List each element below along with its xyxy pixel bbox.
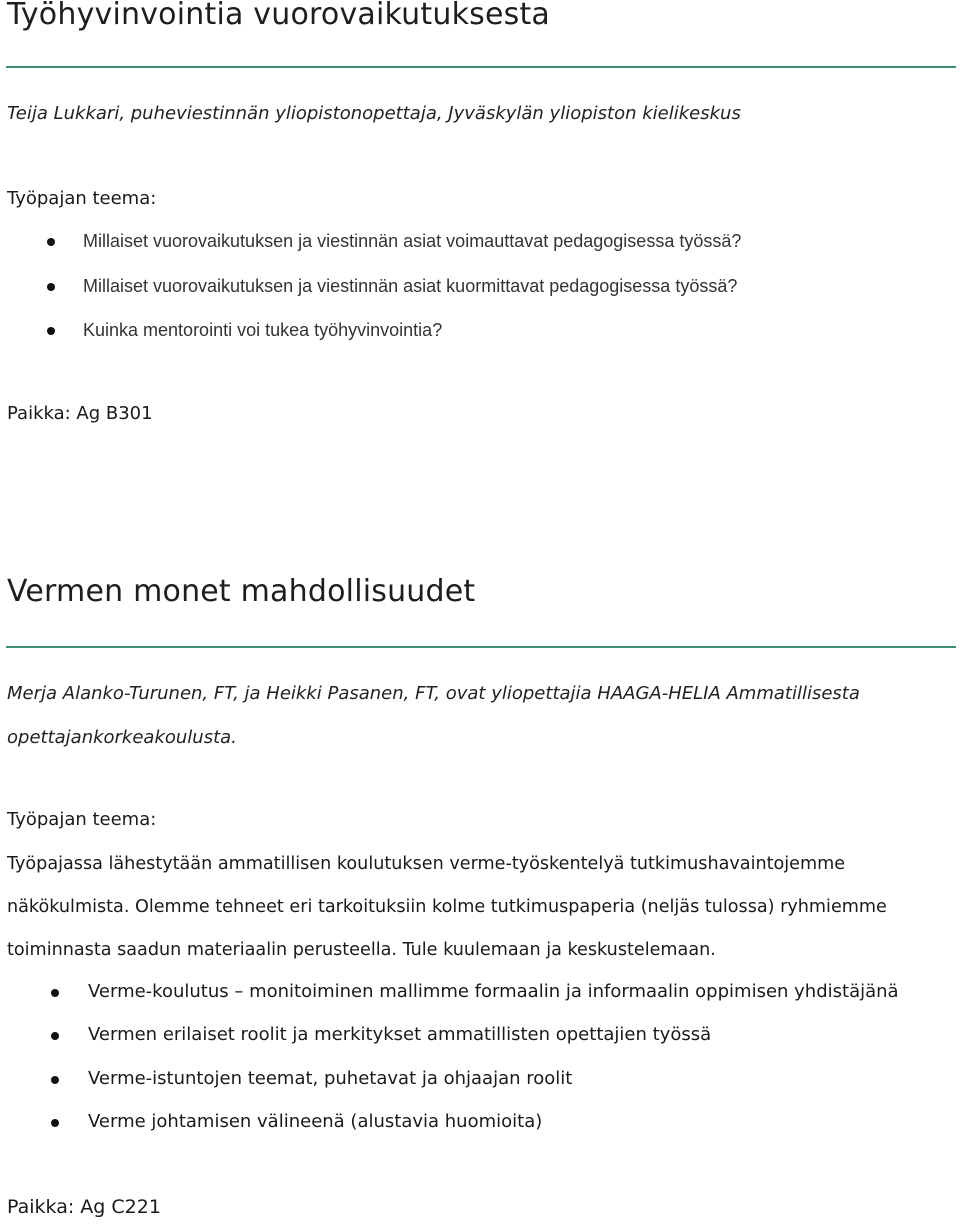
list-item: Millaiset vuorovaikutuksen ja viestinnän asiat voimauttavat pedagogisessa työssä? xyxy=(83,231,742,251)
section1-divider xyxy=(6,66,956,68)
bullet-icon xyxy=(51,1076,59,1084)
bullet-icon xyxy=(51,989,59,997)
section1-location: Paikka: Ag B301 xyxy=(7,403,153,424)
section2-author: Merja Alanko-Turunen, FT, ja Heikki Pasanen, FT, ovat yliopettajia HAAGA-HELIA Ammatillisesta opettajankorkeakoulusta. xyxy=(7,683,860,748)
section2-title: Vermen monet mahdollisuudet xyxy=(7,574,476,609)
bullet-icon xyxy=(47,238,55,246)
section2-location: Paikka: Ag C221 xyxy=(7,1196,161,1218)
section1-title: Työhyvinvointia vuorovaikutuksesta xyxy=(7,0,551,32)
list-item: Kuinka mentorointi voi tukea työhyvinvointia? xyxy=(83,320,443,340)
section2-divider xyxy=(6,646,956,648)
section2-paragraph: Työpajassa lähestytään ammatillisen koulutuksen verme-työskentelyä tutkimushavaintojemme näkökulmista. Olemme tehneet eri tarkoituksiin kolme tutkimuspaperia (neljäs tulossa) ryhmiemme toiminnasta saadun materiaalin perusteella. Tule kuulemaan ja keskustelemaan. xyxy=(7,854,887,960)
bullet-icon xyxy=(47,283,55,291)
bullet-icon xyxy=(47,327,55,335)
list-item: Verme-koulutus – monitoiminen mallimme formaalin ja informaalin oppimisen yhdistäjänä xyxy=(88,981,899,1002)
list-item: Verme johtamisen välineenä (alustavia huomioita) xyxy=(88,1111,543,1132)
bullet-icon xyxy=(51,1032,59,1040)
section2-theme-label: Työpajan teema: xyxy=(7,809,157,830)
section1-author: Teija Lukkari, puheviestinnän yliopistonopettaja, Jyväskylän yliopiston kielikeskus xyxy=(7,103,741,124)
list-item: Verme-istuntojen teemat, puhetavat ja ohjaajan roolit xyxy=(88,1068,573,1089)
bullet-icon xyxy=(51,1119,59,1127)
list-item: Vermen erilaiset roolit ja merkitykset ammatillisten opettajien työssä xyxy=(88,1024,712,1045)
section1-theme-label: Työpajan teema: xyxy=(7,188,157,209)
list-item: Millaiset vuorovaikutuksen ja viestinnän asiat kuormittavat pedagogisessa työssä? xyxy=(83,276,738,296)
